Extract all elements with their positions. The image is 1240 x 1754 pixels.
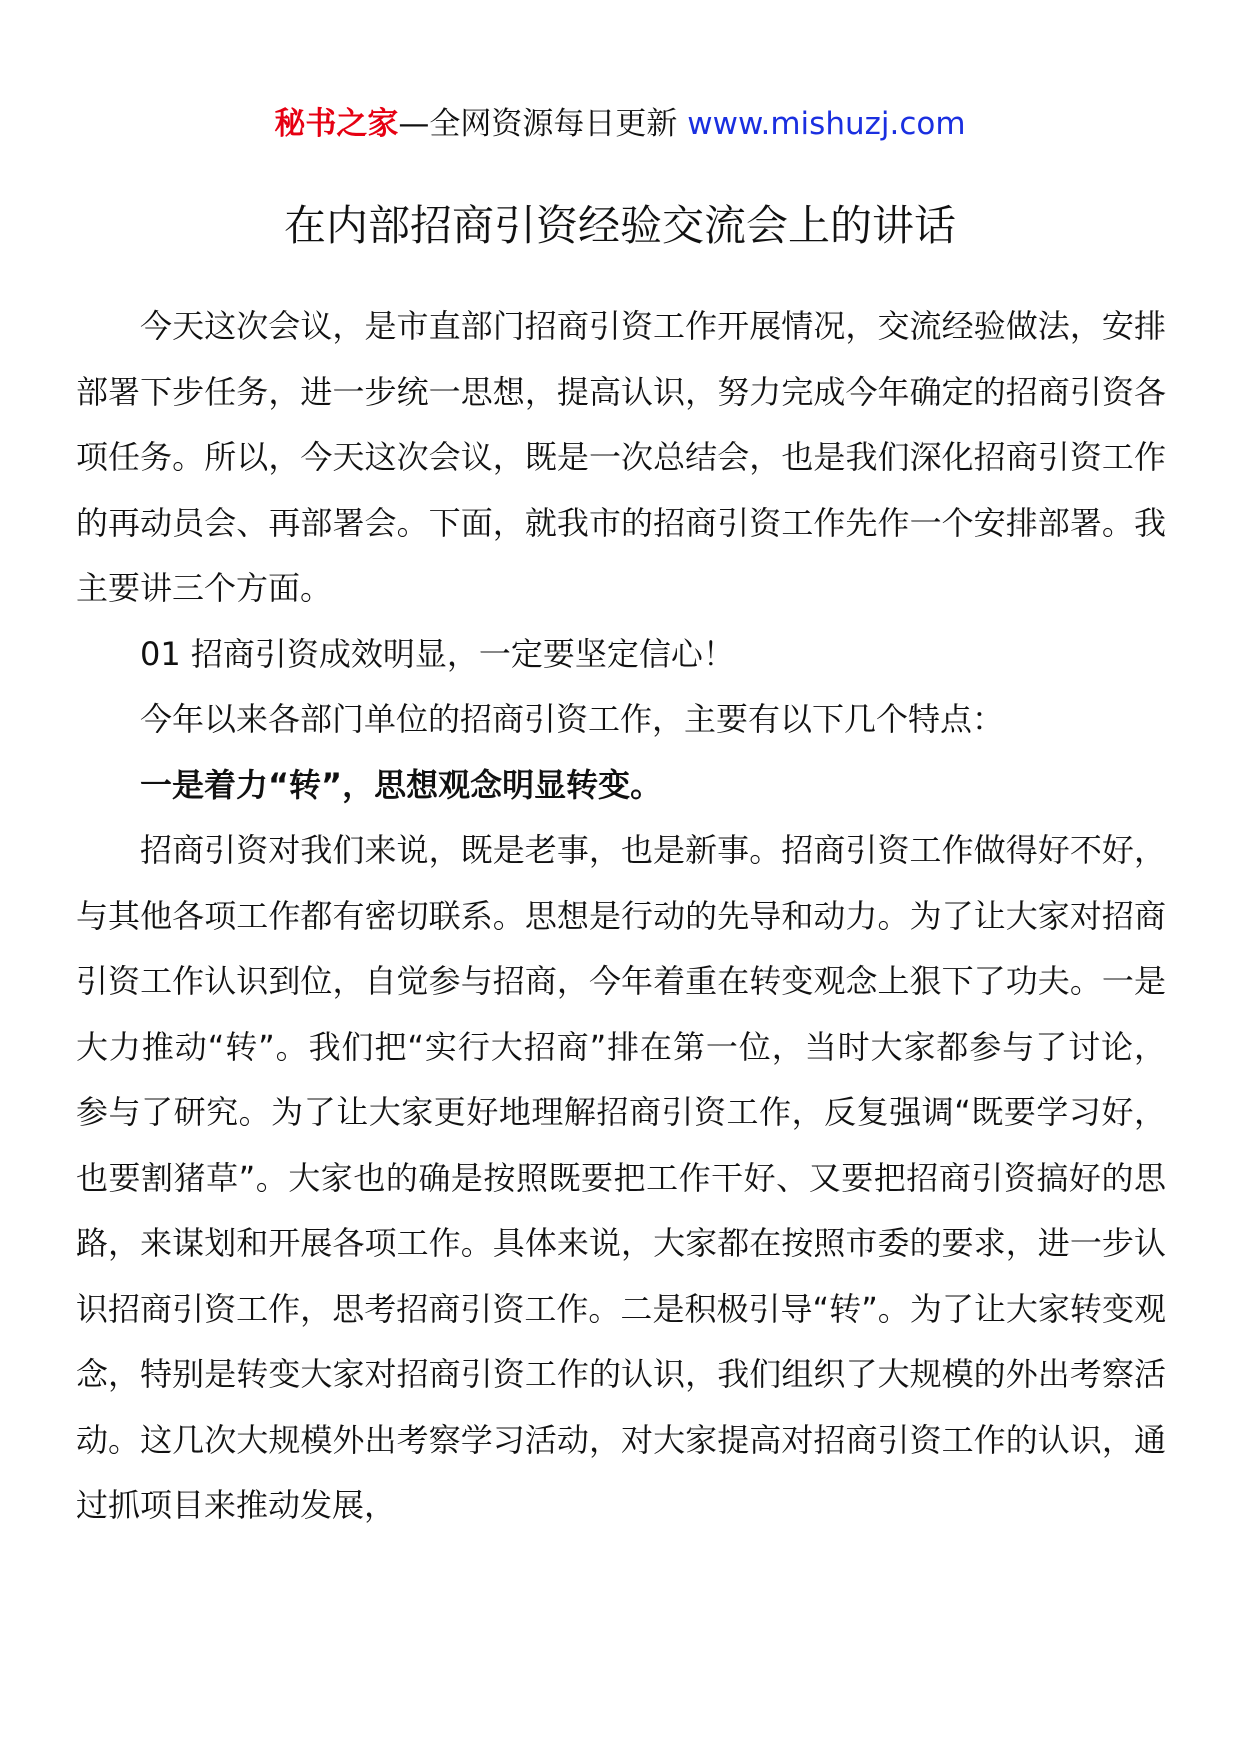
section-heading: 01 招商引资成效明显，一定要坚定信心！	[140, 634, 735, 673]
site-brand: 秘书之家	[274, 106, 399, 142]
paragraph-features: 今年以来各部门单位的招商引资工作，主要有以下几个特点：	[140, 700, 1005, 738]
document-body	[76, 294, 1166, 1539]
site-header	[0, 100, 1240, 148]
paragraph-intro: 今天这次会议，是市直部门招商引资工作开展情况，交流经验做法，安排部署下步任务，进一步统一思想，提高认识，努力完成今年确定的招商引资各项任务。所以，今天这次会议，既是一次总结会，也是我们深化招商引资工作的再动员会、再部署会。下面，就我市的招商引资工作先作一个安排部署。我主要讲三个方面。	[76, 307, 1166, 607]
subheading-bold: 一是着力“转”，思想观念明显转变。	[140, 765, 663, 804]
paragraph-body: 招商引资对我们来说，既是老事，也是新事。招商引资工作做得好不好，与其他各项工作都有密切联系。思想是行动的先导和动力。为了让大家对招商引资工作认识到位，自觉参与招商，今年着重在转变观念上狠下了功夫。一是大力推动“转”。我们把“实行大招商”排在第一位，当时大家都参与了讨论，参与了研究。为了让大家更好地理解招商引资工作，反复强调“既要学习好，也要割猪草”。大家也的确是按照既要把工作干好、又要把招商引资搞好的思路，来谋划和开展各项工作。具体来说，大家都在按照市委的要求，进一步认识招商引资工作，思考招商引资工作。二是积极引导“转”。为了让大家转变观念，特别是转变大家对招商引资工作的认识，我们组织了大规模的外出考察活动。这几次大规模外出考察学习活动，对大家提高对招商引资工作的认识，通过抓项目来推动发展，	[76, 831, 1166, 1524]
site-tagline: —全网资源每日更新	[398, 106, 678, 142]
site-url-link[interactable]: www.mishuzj.com	[687, 106, 966, 142]
document-title: 在内部招商引资经验交流会上的讲话	[283, 201, 956, 250]
